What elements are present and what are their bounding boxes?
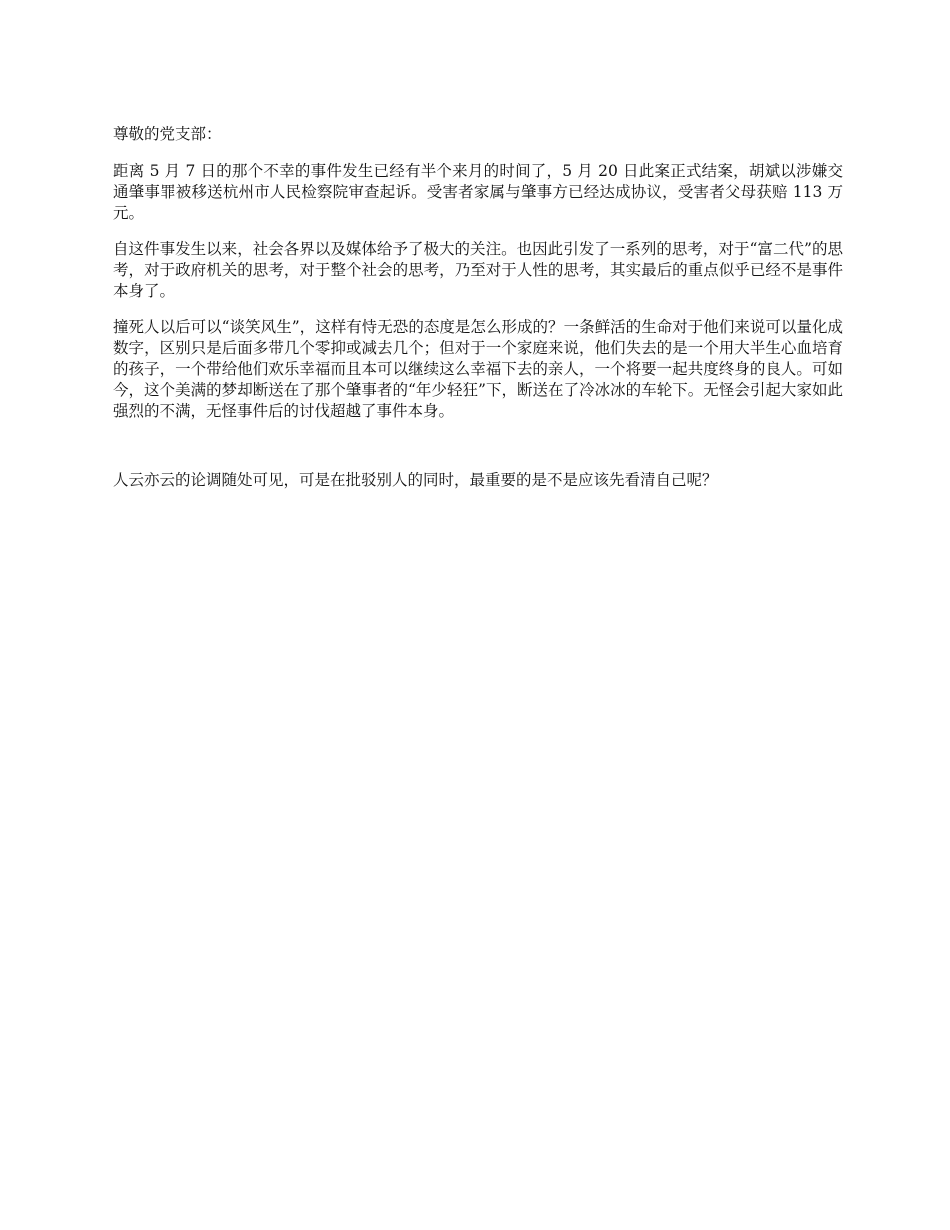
salutation: 尊敬的党支部：: [113, 125, 222, 143]
document-page: [113, 124, 843, 491]
paragraph-3: 撞死人以后可以“谈笑风生”，这样有恃无恐的态度是怎么形成的？一条鲜活的生命对于他们来说可以量化成数字，区别只是后面多带几个零抑或减去几个；但对于一个家庭来说，他们失去的是一个用大半生心血培育的孩子，一个带给他们欢乐幸福而且本可以继续这么幸福下去的亲人，一个将要一起共度终身的良人。可如今，这个美满的梦却断送在了那个肇事者的“年少轻狂”下，断送在了冷冰冰的车轮下。无怪会引起大家如此强烈的不满，无怪事件后的讨伐超越了事件本身。: [113, 318, 843, 420]
paragraph-2: 自这件事发生以来，社会各界以及媒体给予了极大的关注。也因此引发了一系列的思考，对于“富二代”的思考，对于政府机关的思考，对于整个社会的思考，乃至对于人性的思考，其实最后的重点似乎已经不是事件本身了。: [113, 240, 843, 300]
closing-line: 人云亦云的论调随处可见，可是在批驳别人的同时，最重要的是不是应该先看清自己呢？: [113, 471, 718, 489]
paragraph-1: 距离 5 月 7 日的那个不幸的事件发生已经有半个来月的时间了，5 月 20 日此案正式结案，胡斌以涉嫌交通肇事罪被移送杭州市人民检察院审查起诉。受害者家属与肇事方已经达成协议，受害者父母获赔 113 万元。: [113, 162, 843, 222]
paragraph-gap: [113, 437, 843, 470]
